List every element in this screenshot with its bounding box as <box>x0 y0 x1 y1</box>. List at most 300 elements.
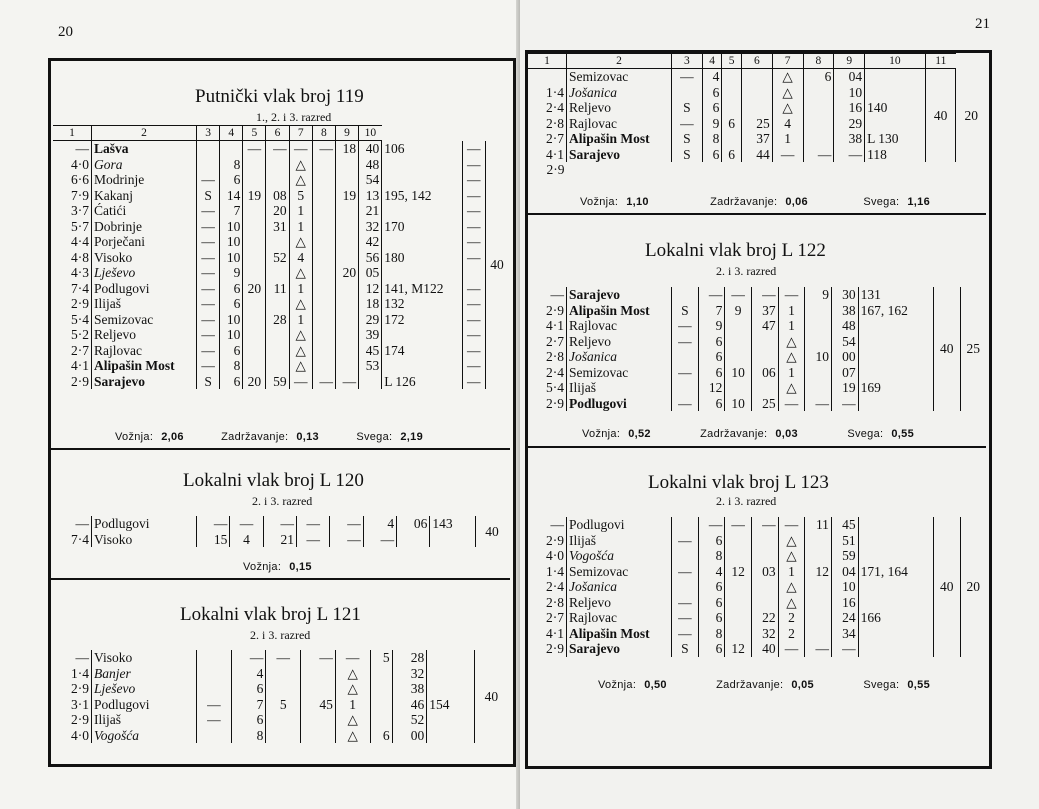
cell-rem: 143 <box>430 516 476 532</box>
cell-c10: 39 <box>359 327 382 343</box>
train-120-title: Lokalni vlak broj L 120 <box>183 470 364 491</box>
cell-c6 <box>266 327 289 343</box>
cell-c7: △ <box>772 100 803 116</box>
km-cell: 5·4 <box>71 311 89 327</box>
station-name: Jošanica <box>567 85 672 101</box>
cell-c8: — <box>803 147 834 163</box>
cell-c7: △ <box>778 548 805 564</box>
table-row <box>53 219 508 235</box>
cell-c4: 6 <box>702 85 722 101</box>
cell-r9: — <box>462 172 485 188</box>
cell-c9: 51 <box>831 533 858 549</box>
cell-c10: 28 <box>392 650 427 666</box>
cell-c5 <box>243 219 266 235</box>
cell-c6: 22 <box>751 610 778 626</box>
cell-c5: 12 <box>725 641 752 657</box>
station-name: Sarajevo <box>567 287 672 303</box>
cell-rem <box>858 548 933 564</box>
cell-c4: 8 <box>231 728 266 744</box>
cell-c9 <box>370 697 392 713</box>
cell-c9: 4 <box>363 516 396 532</box>
cell-c8 <box>805 380 832 396</box>
cell-rem <box>427 712 474 728</box>
station-name: Sarajevo <box>567 641 672 657</box>
km-cell: 4·3 <box>71 265 89 280</box>
table-row <box>528 287 986 303</box>
cell-c6 <box>266 172 289 188</box>
cell-c6 <box>266 343 289 359</box>
cell-c10: 21 <box>359 203 382 219</box>
cell-c5: — <box>725 517 752 533</box>
table-row <box>528 380 986 396</box>
cell-c5 <box>725 626 752 642</box>
cell-c9 <box>370 712 392 728</box>
cell-c7: 1 <box>335 697 370 713</box>
cell-c9 <box>335 203 358 219</box>
cell-c9: 10 <box>834 85 865 101</box>
train-122-summary <box>582 428 914 440</box>
zadrzavanje-value: 0,03 <box>775 428 798 440</box>
cell-c7: △ <box>778 579 805 595</box>
cell-c4: 9 <box>220 265 243 281</box>
cell-c8: 9 <box>805 287 832 303</box>
cell-c4: 7 <box>698 303 725 319</box>
station-name: Vogošća <box>567 548 672 564</box>
cell-c7: △ <box>289 296 312 312</box>
cell-c8 <box>312 327 335 343</box>
cell-r9: — <box>462 358 485 374</box>
train-123-table <box>528 517 986 657</box>
cell-r9: — <box>462 327 485 343</box>
station-name: Semizovac <box>567 564 672 580</box>
table-row <box>528 131 986 147</box>
cell-c8 <box>805 579 832 595</box>
cell-rem: 169 <box>858 380 933 396</box>
cell-c4: 10 <box>220 234 243 250</box>
voznja-label: Vožnja: <box>243 561 282 573</box>
cell-r9: — <box>462 141 485 157</box>
cell-rem <box>430 532 476 548</box>
continued-table <box>528 53 986 178</box>
cell-c5: 6 <box>722 147 742 163</box>
column-10-value: 40 <box>485 141 508 390</box>
table-row <box>53 681 508 697</box>
cell-rem <box>382 172 462 188</box>
cell-rem: 106 <box>382 141 462 157</box>
cell-r9: — <box>462 374 485 390</box>
cell-c5: 5 <box>266 697 301 713</box>
cell-c7: △ <box>289 327 312 343</box>
cell-c3: — <box>672 610 699 626</box>
cell-rem <box>858 365 933 381</box>
cell-c9: 34 <box>831 626 858 642</box>
cell-c5 <box>725 579 752 595</box>
cell-c8 <box>805 548 832 564</box>
cell-c4: 6 <box>231 681 266 697</box>
km-cell: 1·4 <box>546 563 564 579</box>
cell-c10: 00 <box>392 728 427 744</box>
cell-c3: — <box>197 281 220 297</box>
cell-c9 <box>335 234 358 250</box>
column-10-value: 40 <box>925 69 956 163</box>
table-row <box>53 343 508 359</box>
cell-c5 <box>243 234 266 250</box>
cell-rem: 171, 164 <box>858 564 933 580</box>
train-121-title: Lokalni vlak broj L 121 <box>180 604 361 625</box>
cell-c5 <box>725 595 752 611</box>
cell-rem: L 126 <box>382 374 462 390</box>
cell-c9: 20 <box>335 265 358 281</box>
cell-c8 <box>312 265 335 281</box>
train-122-subtitle: 2. i 3. razred <box>716 264 777 278</box>
station-name: Semizovac <box>567 365 672 381</box>
cell-c9: 18 <box>335 141 358 157</box>
station-name: Podlugovi <box>567 517 672 533</box>
cell-c8 <box>805 303 832 319</box>
cell-c5: 10 <box>725 396 752 412</box>
cell-c6 <box>266 157 289 173</box>
cell-c6: 25 <box>741 116 772 132</box>
table-row <box>53 712 508 728</box>
cell-c4: 7 <box>231 697 266 713</box>
cell-c7: 2 <box>778 610 805 626</box>
column-number-3: 3 <box>197 126 220 141</box>
column-number-9: 9 <box>834 54 865 69</box>
svega-label: Svega: <box>863 679 900 691</box>
cell-rem <box>858 579 933 595</box>
cell-c6: 37 <box>751 303 778 319</box>
station-name: Podlugovi <box>92 281 197 297</box>
cell-c5 <box>725 349 752 365</box>
cell-c7: △ <box>335 681 370 697</box>
train-121-subtitle: 2. i 3. razred <box>250 628 311 642</box>
cell-c5 <box>722 69 742 85</box>
cell-rem: 140 <box>865 100 926 116</box>
cell-c3: — <box>197 312 220 328</box>
voznja-value: 2,06 <box>161 431 184 443</box>
cell-c8 <box>805 533 832 549</box>
cell-c5 <box>725 610 752 626</box>
cell-c8 <box>803 100 834 116</box>
cell-r9: — <box>462 219 485 235</box>
station-name: Gora <box>92 157 197 173</box>
column-number-5: 5 <box>722 54 742 69</box>
cell-c9 <box>335 343 358 359</box>
cell-c8 <box>312 358 335 374</box>
cell-c7: 1 <box>778 564 805 580</box>
km-cell: 5·7 <box>71 218 89 234</box>
cell-rem <box>858 396 933 412</box>
cell-c5 <box>243 203 266 219</box>
km-cell: 2·9 <box>546 395 564 411</box>
cell-c7: 2 <box>778 626 805 642</box>
cell-c4: 8 <box>698 626 725 642</box>
cell-c8 <box>312 219 335 235</box>
cell-c7: 4 <box>772 116 803 132</box>
cell-c9 <box>335 219 358 235</box>
cell-c8 <box>805 365 832 381</box>
station-name: Podlugovi <box>92 516 197 532</box>
table-row <box>528 533 986 549</box>
voznja-value: 0,52 <box>628 428 651 440</box>
cell-c9 <box>335 172 358 188</box>
station-name: Banjer <box>92 666 197 682</box>
cell-rem <box>858 318 933 334</box>
station-name: Porječani <box>92 234 197 250</box>
cell-c8: — <box>312 374 335 390</box>
cell-c7: 1 <box>289 203 312 219</box>
table-row <box>528 396 986 412</box>
zadrzavanje-label: Zadržavanje: <box>700 428 768 440</box>
km-cell: 2·4 <box>546 100 564 115</box>
cell-c6 <box>301 666 336 682</box>
cell-c5: — <box>725 287 752 303</box>
column-number-11: 11 <box>925 54 956 69</box>
cell-c5 <box>722 85 742 101</box>
cell-c7: △ <box>778 533 805 549</box>
divider <box>527 446 986 448</box>
cell-c5: 12 <box>725 564 752 580</box>
cell-c4: 14 <box>220 188 243 204</box>
table-row <box>528 303 986 319</box>
cell-r9: — <box>462 281 485 297</box>
km-cell: 4·0 <box>71 156 89 172</box>
cell-c6 <box>751 334 778 350</box>
table-row <box>528 641 986 657</box>
cell-c10: 53 <box>359 358 382 374</box>
svega-label: Svega: <box>356 431 393 443</box>
cell-rem: L 130 <box>865 131 926 147</box>
cell-c5 <box>725 548 752 564</box>
table-row <box>53 141 508 157</box>
cell-c6: — <box>266 141 289 157</box>
cell-c8 <box>312 203 335 219</box>
cell-rem <box>858 626 933 642</box>
column-number-3: 3 <box>672 54 703 69</box>
cell-c5: 20 <box>243 374 266 390</box>
station-name: Modrinje <box>92 172 197 188</box>
cell-c8 <box>312 312 335 328</box>
cell-c9 <box>335 250 358 266</box>
cell-c4: 6 <box>698 533 725 549</box>
table-row <box>528 365 986 381</box>
cell-c9: 38 <box>834 131 865 147</box>
cell-rem: 172 <box>382 312 462 328</box>
station-name: Semizovac <box>567 69 672 85</box>
km-cell: 1·4 <box>71 665 89 681</box>
cell-c3: — <box>197 712 232 728</box>
cell-c7: — <box>778 287 805 303</box>
km-cell: 2·4 <box>546 364 564 380</box>
train-122-table <box>528 287 986 411</box>
svega-label: Svega: <box>863 196 900 208</box>
station-name: Reljevo <box>92 327 197 343</box>
cell-c9: 59 <box>831 548 858 564</box>
cell-c7: — <box>778 517 805 533</box>
table-row <box>53 666 508 682</box>
cell-c4: 15 <box>197 532 230 548</box>
cell-c7: 5 <box>289 188 312 204</box>
cell-rem <box>858 334 933 350</box>
cell-c8: — <box>805 396 832 412</box>
train-120-table <box>53 516 508 547</box>
cell-c8 <box>312 343 335 359</box>
cell-c5: — <box>243 141 266 157</box>
cell-c7: △ <box>289 157 312 173</box>
cell-c9: 48 <box>831 318 858 334</box>
cell-c3: — <box>672 533 699 549</box>
divider <box>50 578 510 580</box>
cell-c6: 47 <box>751 318 778 334</box>
cell-c7: 1 <box>772 131 803 147</box>
station-name: Lašva <box>92 141 197 157</box>
km-cell: — <box>75 141 89 156</box>
cell-r9: — <box>462 188 485 204</box>
cell-c3: — <box>672 334 699 350</box>
table-row <box>53 650 508 666</box>
zadrzavanje-value: 0,06 <box>785 196 808 208</box>
cell-c9 <box>335 312 358 328</box>
station-name: Ilijaš <box>567 533 672 549</box>
km-cell: 4·1 <box>546 146 564 162</box>
cell-c4: 10 <box>220 312 243 328</box>
cell-c3: — <box>672 318 699 334</box>
table-row <box>53 374 508 390</box>
table-row <box>528 626 986 642</box>
cell-c3 <box>672 579 699 595</box>
table-row <box>528 579 986 595</box>
divider <box>50 448 510 450</box>
cell-c7: — <box>778 641 805 657</box>
cell-rem <box>427 666 474 682</box>
cell-r9: — <box>462 312 485 328</box>
cell-c10: 12 <box>359 281 382 297</box>
cell-c8: 11 <box>805 517 832 533</box>
cell-rem <box>382 358 462 374</box>
column-number-7: 7 <box>772 54 803 69</box>
cell-c5: — <box>266 650 301 666</box>
train-123-subtitle: 2. i 3. razred <box>716 494 777 508</box>
column-11-value: 25 <box>960 287 986 411</box>
cell-c7: △ <box>289 234 312 250</box>
cell-c6 <box>301 712 336 728</box>
cell-c6: 25 <box>751 396 778 412</box>
cell-c4: 6 <box>698 579 725 595</box>
cell-rem <box>858 641 933 657</box>
km-cell: 2·8 <box>546 349 564 364</box>
cell-c4: 6 <box>698 349 725 365</box>
page-number-right: 21 <box>975 16 990 32</box>
table-row <box>53 172 508 188</box>
cell-c6 <box>751 533 778 549</box>
station-name: Vogošća <box>92 728 197 744</box>
column-number-2: 2 <box>92 126 197 141</box>
train-119-summary <box>115 431 423 443</box>
cell-c10: 54 <box>359 172 382 188</box>
cell-c3 <box>672 287 699 303</box>
cell-c5 <box>243 296 266 312</box>
cell-c10: 42 <box>359 234 382 250</box>
km-cell: 4·1 <box>71 358 89 373</box>
divider <box>527 213 986 215</box>
cell-c6 <box>266 265 289 281</box>
right-page <box>520 0 1039 809</box>
cell-c8 <box>312 188 335 204</box>
cell-c5 <box>243 327 266 343</box>
cell-c5 <box>722 131 742 147</box>
cell-c7: 1 <box>778 303 805 319</box>
cell-c10: 38 <box>392 681 427 697</box>
cell-c8: — <box>330 516 363 532</box>
km-cell: 7·4 <box>71 531 89 547</box>
cell-c10: 13 <box>359 188 382 204</box>
train-119-subtitle: 1., 2. i 3. razred <box>256 110 332 124</box>
station-name: Lješevo <box>92 681 197 697</box>
cell-c7: — <box>335 650 370 666</box>
cell-rem: 141, M122 <box>382 281 462 297</box>
cell-c6 <box>751 380 778 396</box>
cell-c8 <box>803 85 834 101</box>
cell-c3 <box>672 349 699 365</box>
cell-rem <box>865 85 926 101</box>
station-name: Jošanica <box>567 579 672 595</box>
cell-c7: △ <box>289 343 312 359</box>
cell-c9: 6 <box>370 728 392 744</box>
train-123-summary <box>598 679 930 691</box>
station-name: Visoko <box>92 250 197 266</box>
voznja-value: 0,15 <box>289 561 312 573</box>
cell-rem <box>382 234 462 250</box>
voznja-label: Vožnja: <box>115 431 154 443</box>
zadrzavanje-label: Zadržavanje: <box>716 679 784 691</box>
cell-c8 <box>312 157 335 173</box>
cell-c3: S <box>672 147 703 163</box>
cell-c3: S <box>672 100 703 116</box>
cell-c9 <box>370 681 392 697</box>
table-row <box>53 203 508 219</box>
km-cell: 2·9 <box>546 641 564 656</box>
station-name: Ilijaš <box>92 712 197 728</box>
cell-c10: 46 <box>392 697 427 713</box>
cell-rem <box>427 728 474 744</box>
km-cell: 4·1 <box>546 625 564 641</box>
cell-c5: 19 <box>243 188 266 204</box>
cell-c7: — <box>778 396 805 412</box>
cell-c6: 06 <box>751 365 778 381</box>
cell-c3: — <box>197 203 220 219</box>
train-120-summary <box>243 561 312 573</box>
cell-c3 <box>197 650 232 666</box>
cell-c7: △ <box>289 358 312 374</box>
cell-c4: 10 <box>220 250 243 266</box>
column-11-value: 20 <box>956 69 986 163</box>
km-cell: 4·0 <box>546 548 564 563</box>
cell-c6: 11 <box>266 281 289 297</box>
cell-c6: 44 <box>741 147 772 163</box>
cell-c6: 08 <box>266 188 289 204</box>
cell-c4: 6 <box>698 641 725 657</box>
cell-r9: — <box>462 234 485 250</box>
station-name: Alipašin Most <box>92 358 197 374</box>
cell-c5: 4 <box>230 532 263 548</box>
cell-c10: 56 <box>359 250 382 266</box>
km-cell: — <box>550 517 564 532</box>
column-number-4: 4 <box>220 126 243 141</box>
km-cell: 2·8 <box>546 115 564 131</box>
cell-c10: 32 <box>392 666 427 682</box>
cell-c4: — <box>197 516 230 532</box>
km-cell: 2·8 <box>546 594 564 610</box>
